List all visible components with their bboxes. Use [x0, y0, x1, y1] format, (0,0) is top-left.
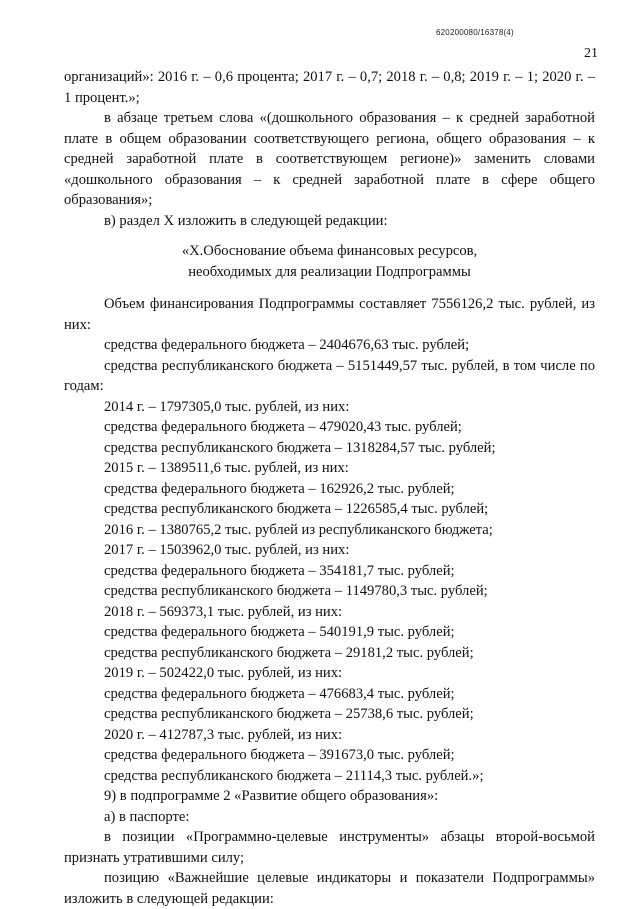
list-item-year: 2016 г. – 1380765,2 тыс. рублей из республиканского бюджета; — [104, 521, 493, 538]
list-item: средства республиканского бюджета – 29181,2 тыс. рублей; — [104, 644, 474, 661]
paragraph-subprogram-2: 9) в подпрограмме 2 «Развитие общего образования»: — [104, 788, 439, 804]
list-item: средства федерального бюджета – 162926,2 тыс. рублей; — [104, 480, 455, 497]
section-heading-line-1: «X.Обоснование объема финансовых ресурсов, — [181, 243, 478, 259]
list-item: средства федерального бюджета – 476683,4 тыс. рублей; — [104, 685, 455, 702]
document-body — [64, 67, 595, 909]
list-item: средства республиканского бюджета – 21114,3 тыс. рублей.»; — [104, 767, 484, 784]
list-item-year: 2017 г. – 1503962,0 тыс. рублей, из них: — [104, 542, 350, 558]
list-item: средства федерального бюджета – 391673,0 тыс. рублей; — [104, 747, 455, 763]
list-item: средства федерального бюджета – 354181,7 тыс. рублей; — [104, 562, 455, 579]
list-item-year: 2014 г. – 1797305,0 тыс. рублей, из них: — [104, 398, 350, 415]
list-item-year: 2015 г. – 1389511,6 тыс. рублей, из них: — [104, 460, 349, 476]
section-heading — [64, 241, 595, 282]
paragraph-program-tools: в позиции «Программно-целевые инструменты» абзацы второй-восьмой признать утратившими силу; — [64, 829, 595, 866]
paragraph-amendment-preschool: в абзаце третьем слова «(дошкольного образования – к средней заработной плате в общем образовании соответствующего региона, общего образования – к средней заработной плате в соответствующем регионе)» заменить словами «дошкольного образования – к средней заработной плате в сфере общего образования»; — [64, 110, 595, 208]
list-item: средства республиканского бюджета – 1149780,3 тыс. рублей; — [104, 583, 488, 599]
list-item: средства республиканского бюджета – 5151449,57 тыс. рублей, в том числе по годам: — [64, 357, 595, 394]
paragraph-section-x-intro: в) раздел X изложить в следующей редакции: — [104, 212, 388, 229]
list-item: средства республиканского бюджета – 1226585,4 тыс. рублей; — [104, 501, 489, 517]
list-item-year: 2018 г. – 569373,1 тыс. рублей, из них: — [104, 603, 343, 620]
paragraph-continuation: организаций»: 2016 г. – 0,6 процента; 2017 г. – 0,7; 2018 г. – 0,8; 2019 г. – 1; 2020 г. – 1 процент.»; — [64, 69, 595, 106]
paragraph-passport: а) в паспорте: — [104, 808, 190, 825]
document-id: 620200080/16378(4) — [436, 28, 514, 37]
paragraph-indicators: позицию «Важнейшие целевые индикаторы и показатели Подпрограммы» изложить в следующей редакции: — [64, 870, 595, 907]
list-item: средства республиканского бюджета – 25738,6 тыс. рублей; — [104, 706, 474, 722]
list-item-year: 2020 г. – 412787,3 тыс. рублей, из них: — [104, 726, 343, 743]
list-item: средства федерального бюджета – 479020,43 тыс. рублей; — [104, 419, 462, 435]
list-item: средства федерального бюджета – 2404676,63 тыс. рублей; — [104, 337, 470, 353]
list-item-year: 2019 г. – 502422,0 тыс. рублей, из них: — [104, 665, 343, 681]
page-number: 21 — [584, 46, 598, 61]
section-heading-line-2: необходимых для реализации Подпрограммы — [188, 263, 471, 280]
list-item: средства республиканского бюджета – 1318284,57 тыс. рублей; — [104, 439, 496, 456]
paragraph-total-funding: Объем финансирования Подпрограммы составляет 7556126,2 тыс. рублей, из них: — [64, 296, 595, 333]
list-item: средства федерального бюджета – 540191,9 тыс. рублей; — [104, 624, 455, 640]
